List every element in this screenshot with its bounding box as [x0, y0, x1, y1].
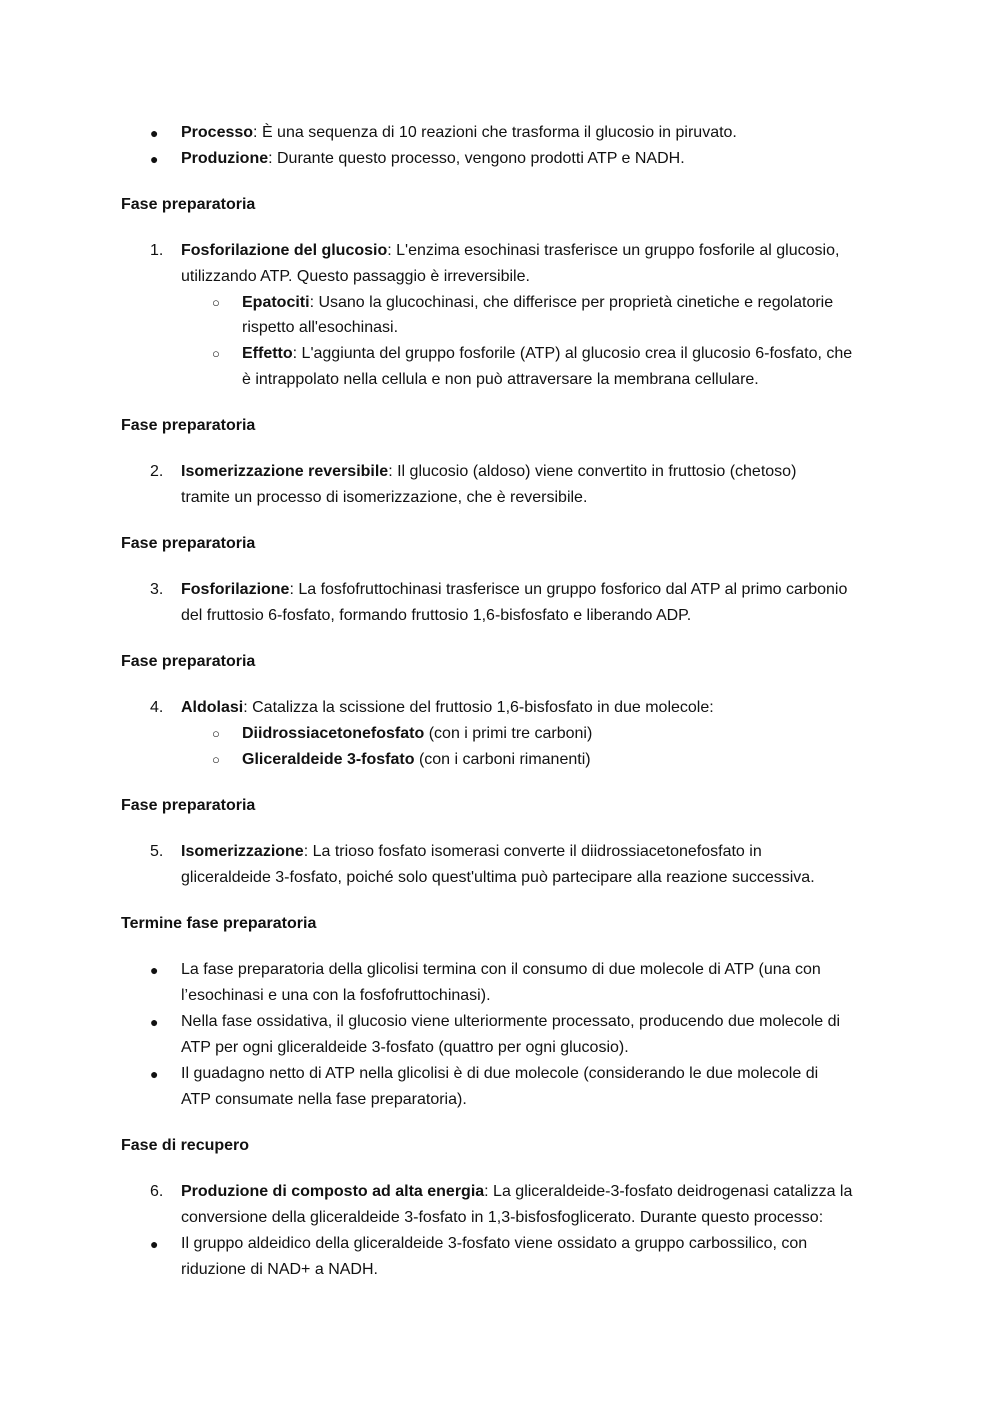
intro-item-produzione: Produzione: Durante questo processo, vengono prodotti ATP e NADH. [181, 150, 685, 167]
step4-sub-gliceraldeide: Gliceraldeide 3-fosfato (con i carboni rimanenti) [242, 751, 591, 768]
step3-line2: del fruttosio 6-fosfato, formando fruttosio 1,6-bisfosfato e liberando ADP. [181, 607, 692, 624]
step2-line2: tramite un processo di isomerizzazione, che è reversibile. [181, 489, 588, 506]
step5-line1: Isomerizzazione: La trioso fosfato isomerasi converte il diidrossiacetonefosfato in [181, 843, 762, 860]
section-heading: Fase preparatoria [121, 653, 256, 670]
section-heading: Termine fase preparatoria [121, 915, 317, 932]
bullet-marker: ● [150, 1014, 159, 1030]
list-number: 4. [150, 699, 164, 716]
circle-marker: ○ [212, 346, 220, 361]
summary-item-line2: ATP per ogni gliceraldeide 3-fosfato (quattro per ogni glucosio). [181, 1039, 629, 1056]
bullet-marker: ● [150, 962, 159, 978]
section-heading: Fase preparatoria [121, 535, 256, 552]
section-heading: Fase di recupero [121, 1137, 250, 1154]
final-bullet-line2: riduzione di NAD+ a NADH. [181, 1261, 378, 1278]
step1-sub-epatociti-line2: rispetto all'esochinasi. [242, 319, 399, 336]
step1-sub-effetto-line2: è intrappolato nella cellula e non può attraversare la membrana cellulare. [242, 371, 759, 388]
step1-line2: utilizzando ATP. Questo passaggio è irreversibile. [181, 268, 530, 285]
summary-item-line1: Nella fase ossidativa, il glucosio viene ulteriormente processato, producendo due molecole di [181, 1013, 841, 1030]
summary-item-line1: La fase preparatoria della glicolisi termina con il consumo di due molecole di ATP (una con [181, 961, 821, 978]
summary-item-line2: ATP consumate nella fase preparatoria). [181, 1091, 467, 1108]
step4-line1: Aldolasi: Catalizza la scissione del fruttosio 1,6-bisfosfato in due molecole: [181, 699, 714, 716]
summary-item-line2: l’esochinasi e una con la fosfofruttochinasi). [181, 987, 491, 1004]
circle-marker: ○ [212, 726, 220, 741]
final-bullet-line1: Il gruppo aldeidico della gliceraldeide 3-fosfato viene ossidato a gruppo carbossilico, con [181, 1235, 808, 1252]
bullet-marker: ● [150, 125, 159, 141]
list-number: 2. [150, 463, 164, 480]
step1-sub-effetto: Effetto: L'aggiunta del gruppo fosforile (ATP) al glucosio crea il glucosio 6-fosfato, che [242, 345, 853, 362]
bullet-marker: ● [150, 1066, 159, 1082]
step3-line1: Fosforilazione: La fosfofruttochinasi trasferisce un gruppo fosforico dal ATP al primo carbonio [181, 581, 848, 598]
step5-line2: gliceraldeide 3-fosfato, poiché solo quest'ultima può partecipare alla reazione successiva. [181, 869, 815, 886]
list-number: 1. [150, 242, 164, 259]
step2-line1: Isomerizzazione reversibile: Il glucosio (aldoso) viene convertito in fruttosio (chetoso) [181, 463, 797, 480]
step1-line1: Fosforilazione del glucosio: L'enzima esochinasi trasferisce un gruppo fosforile al glucosio, [181, 242, 840, 259]
summary-item-line1: Il guadagno netto di ATP nella glicolisi è di due molecole (considerando le due molecole di [181, 1065, 819, 1082]
section-heading: Fase preparatoria [121, 797, 256, 814]
step6-line1: Produzione di composto ad alta energia: La gliceraldeide-3-fosfato deidrogenasi catalizza la [181, 1183, 853, 1200]
bullet-marker: ● [150, 151, 159, 167]
section-heading: Fase preparatoria [121, 196, 256, 213]
list-number: 6. [150, 1183, 164, 1200]
step4-sub-diidrossiacetonefosfato: Diidrossiacetonefosfato (con i primi tre carboni) [242, 725, 593, 742]
step6-line2: conversione della gliceraldeide 3-fosfato in 1,3-bisfosfoglicerato. Durante questo processo: [181, 1209, 824, 1226]
intro-item-processo: Processo: È una sequenza di 10 reazioni che trasforma il glucosio in piruvato. [181, 124, 737, 141]
bullet-marker: ● [150, 1236, 159, 1252]
section-heading: Fase preparatoria [121, 417, 256, 434]
step1-sub-epatociti: Epatociti: Usano la glucochinasi, che differisce per proprietà cinetiche e regolatorie [242, 294, 834, 311]
circle-marker: ○ [212, 295, 220, 310]
circle-marker: ○ [212, 752, 220, 767]
list-number: 5. [150, 843, 164, 860]
list-number: 3. [150, 581, 164, 598]
